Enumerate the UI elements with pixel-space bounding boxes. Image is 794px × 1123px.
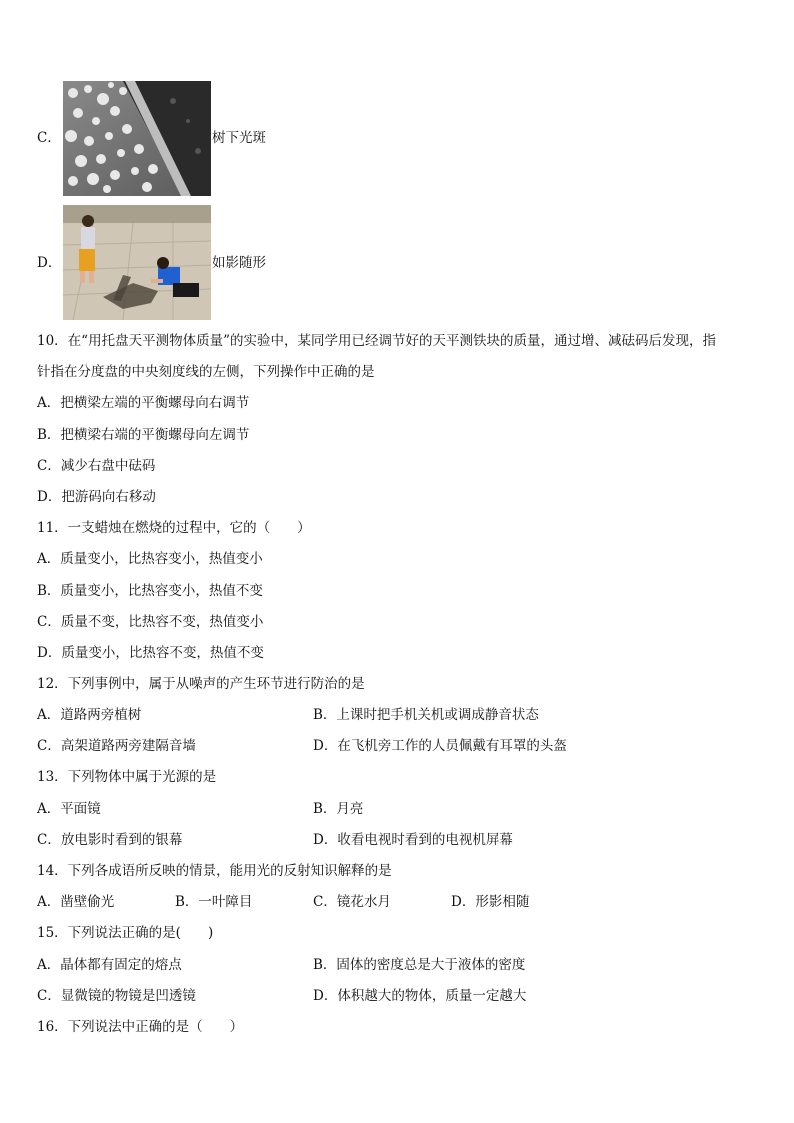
q12-stem: 12．下列事例中，属于从噪声的产生环节进行防治的是	[37, 676, 365, 692]
option-d-caption: 如影随形	[212, 255, 266, 271]
q11-option-b: B．质量变小，比热容变小，热值不变	[37, 583, 263, 599]
q12-option-d: D．在飞机旁工作的人员佩戴有耳罩的头盔	[313, 738, 567, 754]
q10-option-c: C．减少右盘中砝码	[37, 458, 156, 474]
q16-stem: 16．下列说法中正确的是（ ）	[37, 1019, 244, 1035]
q11-option-d: D．质量变小，比热容不变，热值不变	[37, 645, 264, 661]
q14-option-d: D．形影相随	[451, 894, 530, 910]
q10-option-d: D．把游码向右移动	[37, 489, 156, 505]
q11-option-c: C．质量不变，比热容不变，热值变小	[37, 614, 264, 630]
q13-option-b: B．月亮	[313, 801, 364, 817]
children-shadow-photo	[63, 205, 211, 320]
q10-option-b: B．把横梁右端的平衡螺母向左调节	[37, 427, 250, 443]
q11-stem: 11．一支蜡烛在燃烧的过程中，它的（ ）	[37, 520, 311, 536]
q13-option-d: D．收看电视时看到的电视机屏幕	[313, 832, 513, 848]
option-d-letter: D．	[37, 255, 62, 271]
children-shadow-image	[63, 205, 211, 320]
q10-stem-line1: 10．在“用托盘天平测物体质量”的实验中，某同学用已经调节好的天平测铁块的质量，通过增、减砝码后发现，指	[37, 333, 716, 349]
q12-option-c: C．高架道路两旁建隔音墙	[37, 738, 196, 754]
q15-option-b: B．固体的密度总是大于液体的密度	[313, 957, 526, 973]
q12-option-b: B．上课时把手机关机或调成静音状态	[313, 707, 539, 723]
q12-option-a: A．道路两旁植树	[37, 707, 142, 723]
q15-option-d: D．体积越大的物体，质量一定越大	[313, 988, 527, 1004]
q10-stem-line2: 针指在分度盘的中央刻度线的左侧，下列操作中正确的是	[37, 364, 375, 380]
q13-option-a: A．平面镜	[37, 801, 101, 817]
q14-option-c: C．镜花水月	[313, 894, 391, 910]
tree-light-spots-image	[63, 81, 211, 196]
q13-option-c: C．放电影时看到的银幕	[37, 832, 183, 848]
q14-option-a: A．凿壁偷光	[37, 894, 115, 910]
q11-option-a: A．质量变小，比热容变小，热值变小	[37, 551, 263, 567]
q14-stem: 14．下列各成语所反映的情景，能用光的反射知识解释的是	[37, 863, 392, 879]
q13-stem: 13．下列物体中属于光源的是	[37, 769, 217, 785]
tree-light-spots-photo	[63, 81, 211, 196]
q15-option-a: A．晶体都有固定的熔点	[37, 957, 182, 973]
q14-option-b: B．一叶障目	[175, 894, 253, 910]
q15-option-c: C．显微镜的物镜是凹透镜	[37, 988, 196, 1004]
q10-option-a: A．把横梁左端的平衡螺母向右调节	[37, 395, 250, 411]
option-c-caption: 树下光斑	[212, 130, 266, 146]
q15-stem: 15．下列说法正确的是( )	[37, 925, 214, 941]
option-c-letter: C．	[37, 130, 61, 146]
